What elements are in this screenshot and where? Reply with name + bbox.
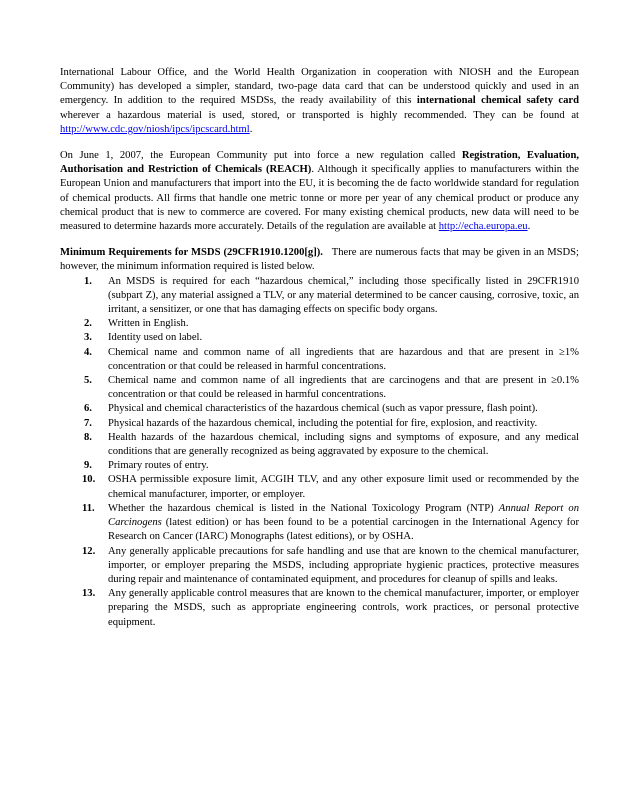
item-number: 2. — [84, 318, 92, 330]
list-item — [60, 459, 579, 473]
list-item — [60, 431, 579, 459]
italic-title: Annual Report on Carcinogens — [108, 502, 580, 529]
item-number: 5. — [84, 375, 92, 387]
text: There are numerous facts that may be given in an MSDS; however, the minimum information required is listed below. — [60, 247, 582, 273]
paragraph-min-requirements — [60, 246, 582, 274]
text: . — [527, 221, 531, 233]
list-item — [60, 502, 579, 545]
item-text: Chemical name and common name of all ingredients that are carcinogens and that are present in ≥0.1% concentration or that could be released in harmful concentrations. — [108, 375, 579, 401]
item-text: Identity used on label. — [108, 332, 203, 344]
item-text: Any generally applicable precautions for safe handling and use that are known to the chemical manufacturer, importer, or employer preparing the MSDS, including appropriate hygienic practices, protective measures during repair and maintenance of contaminated equipment, and procedures for cleanup of spills and leaks. — [108, 545, 579, 585]
paragraph-ipcs — [60, 66, 579, 137]
list-item — [60, 587, 579, 630]
item-number: 10. — [82, 474, 96, 486]
bold-text: international chemical safety card — [416, 95, 580, 107]
ipcs-link[interactable]: http://www.cdc.gov/niosh/ipcs/ipcscard.html — [60, 123, 250, 135]
list-item — [60, 275, 579, 318]
item-number: 7. — [84, 417, 92, 429]
list-item — [60, 317, 579, 331]
item-text: Whether the hazardous chemical is listed in the National Toxicology Program (NTP) — [108, 502, 499, 514]
list-item — [60, 374, 579, 402]
text: . Although it specifically applies to manufacturers within the European Union and manufacturers that import into the EU, it is becoming the de facto worldwide standard for regulation of chemical products. All firms that handle one metric tonne or more per year of any chemical product or produce any chemical product that is new to commerce are covered. For many existing chemical products, new data will need to be measured to determine hazards more accurately. Details of the regulation are available at — [60, 164, 579, 233]
item-number: 6. — [84, 403, 92, 415]
echa-link[interactable]: http://echa.europa.eu — [438, 221, 528, 233]
list-item — [60, 417, 579, 431]
text: On June 1, 2007, the European Community put into force a new regulation called — [60, 150, 462, 162]
item-text: (latest edition) or has been found to be a potential carcinogen in the International Agency for Research on Cancer (IARC) Monographs (latest editions), or by OSHA. — [108, 517, 579, 543]
list-item — [60, 331, 579, 345]
item-number: 4. — [84, 346, 92, 358]
item-number: 9. — [84, 460, 92, 472]
item-number: 1. — [84, 275, 92, 287]
list-item — [60, 545, 579, 588]
bold-text: Registration, Evaluation, Authorisation and Restriction of Chemicals (REACH) — [60, 150, 579, 176]
text: . — [249, 123, 253, 135]
list-item — [60, 473, 579, 501]
item-text: Any generally applicable control measures that are known to the chemical manufacturer, importer, or employer preparing the MSDS, such as appropriate engineering controls, work practices, or personal protective equipment. — [108, 588, 579, 628]
item-number: 13. — [82, 588, 96, 600]
list-item — [60, 346, 579, 374]
section-heading: Minimum Requirements for MSDS (29CFR1910.1200[g]). — [60, 247, 323, 259]
item-number: 12. — [82, 545, 96, 557]
requirements-list — [60, 275, 579, 630]
item-text: Physical hazards of the hazardous chemical, including the potential for fire, explosion, and reactivity. — [108, 417, 538, 429]
item-text: Written in English. — [108, 318, 189, 330]
item-number: 11. — [82, 502, 95, 514]
text: wherever a hazardous material is used, stored, or transported is highly recommended. They can be found at — [60, 109, 579, 121]
paragraph-reach — [60, 149, 579, 234]
item-text: Chemical name and common name of all ingredients that are hazardous and that are present in ≥1% concentration or that could be released in harmful concentrations. — [108, 346, 579, 372]
list-item — [60, 402, 579, 416]
item-text: An MSDS is required for each “hazardous chemical,” including those specifically listed in 29CFR1910 (subpart Z), any material assigned a TLV, or any material determined to be cancer causing, corrosive, toxic, an irritant, a sensitizer, or one that has damaging effects on specific body organs. — [108, 275, 579, 316]
item-text: Physical and chemical characteristics of the hazardous chemical (such as vapor pressure, flash point). — [108, 403, 538, 415]
item-text: OSHA permissible exposure limit, ACGIH TLV, and any other exposure limit used or recommended by the chemical manufacturer, importer, or employer. — [108, 474, 579, 500]
item-number: 3. — [84, 332, 92, 344]
item-text: Primary routes of entry. — [108, 460, 209, 472]
item-number: 8. — [84, 431, 92, 443]
text: International Labour Office, and the World Health Organization in cooperation with NIOSH and the European Community) has developed a simpler, standard, two-page data card that can be understood quickly and used in an emergency. In addition to the required MSDSs, the ready availability of this — [60, 67, 579, 107]
item-text: Health hazards of the hazardous chemical, including signs and symptoms of exposure, and any medical conditions that are generally recognized as being aggravated by exposure to the chemical. — [108, 431, 579, 458]
